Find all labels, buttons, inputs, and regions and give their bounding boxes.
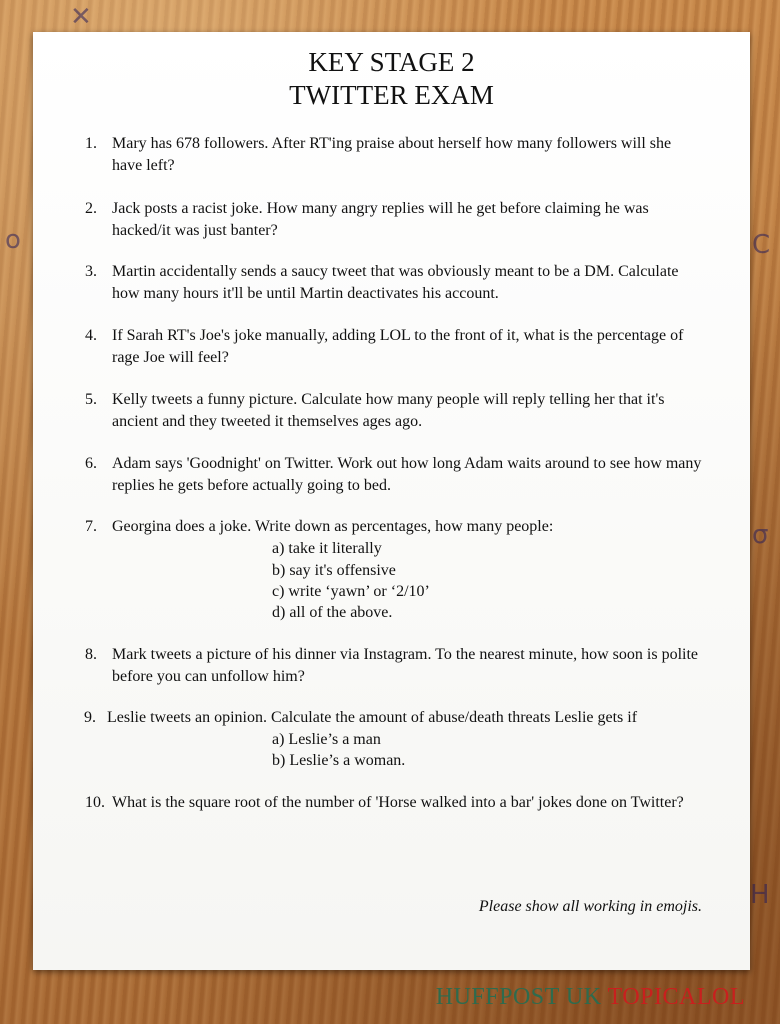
question-number: 8. [85, 646, 97, 663]
brand-part-topicalol: TOPICALOL [607, 984, 745, 1010]
answer-option: a) take it literally [272, 540, 382, 557]
question-item [85, 453, 705, 497]
question-item [85, 261, 705, 305]
exam-title-line2: TWITTER EXAM [289, 80, 494, 110]
instructions-note: Please show all working in emojis. [478, 898, 702, 915]
answer-option: d) all of the above. [272, 604, 393, 621]
question-text: Leslie tweets an opinion. Calculate the amount of abuse/death threats Leslie gets if [107, 709, 638, 726]
question-item [85, 133, 705, 177]
question-item [85, 644, 705, 688]
question-number: 6. [85, 455, 97, 472]
answer-option: b) Leslie’s a woman. [272, 752, 406, 769]
question-item [85, 198, 705, 242]
question-item [85, 389, 705, 433]
pen-doodle-icon: ✕ [70, 2, 92, 32]
question-number: 1. [85, 135, 97, 152]
answer-option: a) Leslie’s a man [272, 731, 381, 748]
question-number: 2. [85, 200, 97, 217]
question-text: Mark tweets a picture of his dinner via Instagram. To the nearest minute, how soon is polite before you can unfollow him? [112, 646, 698, 685]
question-text: Georgina does a joke. Write down as percentages, how many people: [112, 518, 554, 535]
question-item [85, 325, 705, 369]
brand-logo [436, 984, 745, 1011]
question-text: Jack posts a racist joke. How many angry replies will he get before claiming he was hacked/it was just banter? [112, 200, 649, 239]
exam-title-line1: KEY STAGE 2 [308, 47, 475, 77]
question-item [85, 792, 705, 814]
answer-option: b) say it's offensive [272, 562, 396, 579]
question-text: Martin accidentally sends a saucy tweet that was obviously meant to be a DM. Calculate how many hours it'll be until Martin deactivates his account. [112, 263, 679, 302]
question-number: 3. [85, 263, 97, 280]
question-text: Kelly tweets a funny picture. Calculate how many people will reply telling her that it's ancient and they tweeted it themselves ages ago. [112, 391, 665, 430]
pen-doodle-icon: σ [752, 520, 769, 550]
question-number: 10. [85, 794, 105, 811]
brand-part-huffpost: HUFFPOST [435, 984, 560, 1010]
pen-doodle-icon: H [750, 880, 770, 910]
question-text: Mary has 678 followers. After RT'ing praise about herself how many followers will she have left? [112, 135, 672, 174]
question-number: 9. [84, 709, 96, 726]
brand-part-uk: UK [565, 984, 602, 1010]
pen-doodle-icon: o [5, 225, 21, 255]
question-text: If Sarah RT's Joe's joke manually, adding LOL to the front of it, what is the percentage of rage Joe will feel? [112, 327, 684, 366]
pen-doodle-icon: C [752, 230, 771, 260]
question-item [84, 707, 704, 729]
question-number: 7. [85, 518, 97, 535]
question-number: 4. [85, 327, 97, 344]
question-text: What is the square root of the number of 'Horse walked into a bar' jokes done on Twitter? [112, 794, 684, 811]
question-text: Adam says 'Goodnight' on Twitter. Work out how long Adam waits around to see how many replies he gets before actually going to bed. [112, 455, 702, 494]
question-list [33, 32, 750, 970]
answer-option: c) write ‘yawn’ or ‘2/10’ [272, 583, 430, 600]
question-item [85, 516, 705, 538]
exam-paper [33, 32, 750, 970]
question-number: 5. [85, 391, 97, 408]
